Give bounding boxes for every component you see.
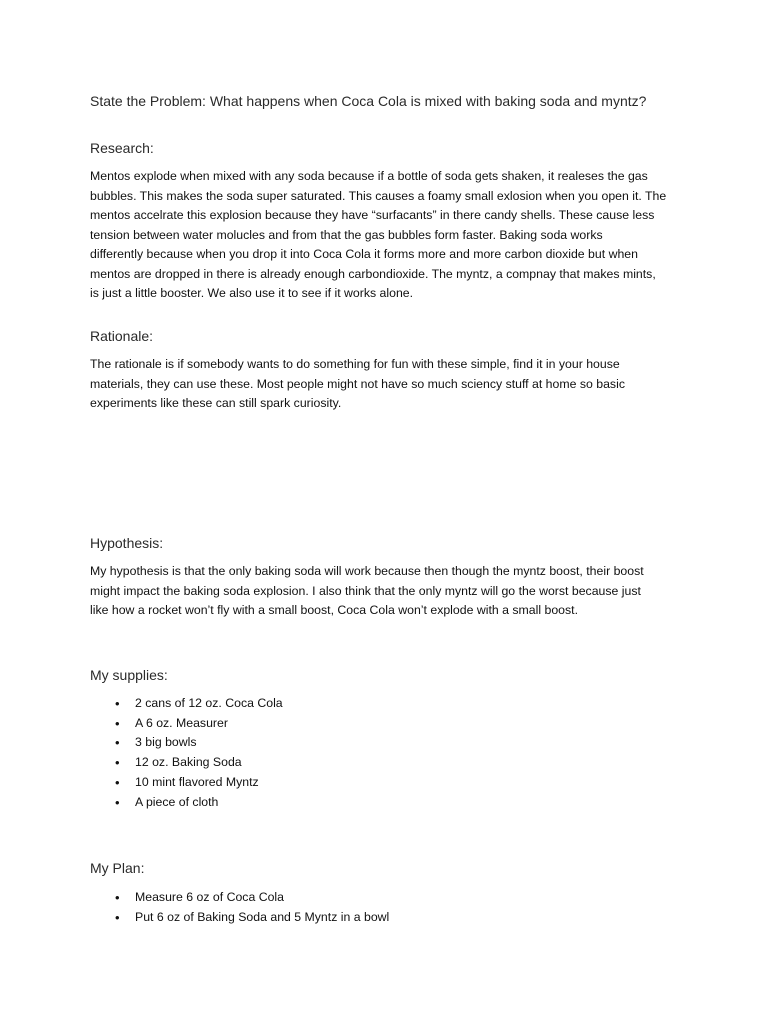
plan-step: • Put 6 oz of Baking Soda and 5 Myntz in a bowl: [90, 908, 389, 928]
research-heading: Research:: [90, 140, 154, 156]
research-line: tension between water molucles and from that the gas bubbles form faster. Baking soda works: [90, 227, 603, 242]
research-line: differently because when you drop it into Coca Cola it forms more and more carbon dioxide but when: [90, 247, 638, 261]
research-line: bubbles. This makes the soda super saturated. This causes a foamy small exlosion when you open it. The: [90, 188, 667, 203]
plan-heading: My Plan:: [90, 860, 145, 876]
research-line: mentos are dropped in there is already enough carbondioxide. The myntz, a compnay that makes mints,: [90, 266, 656, 281]
research-paragraph: [90, 167, 690, 304]
plan-list: [90, 888, 389, 927]
hypothesis-paragraph: [90, 562, 690, 621]
supply-item: • 2 cans of 12 oz. Coca Cola: [90, 694, 283, 714]
hypothesis-heading: Hypothesis:: [90, 535, 164, 551]
problem-statement: State the Problem: What happens when Coca Cola is mixed with baking soda and myntz?: [90, 93, 647, 109]
hypothesis-line: My hypothesis is that the only baking soda will work because then though the myntz boost, their boost: [90, 564, 644, 578]
supply-item: • 10 mint flavored Myntz: [90, 773, 283, 793]
research-line: mentos accelrate this explosion because they have “surfacants” in there candy shells. These cause less: [90, 208, 655, 222]
rationale-heading: Rationale:: [90, 328, 154, 344]
supply-item: • 3 big bowls: [90, 733, 283, 753]
plan-step: • Measure 6 oz of Coca Cola: [90, 888, 389, 908]
rationale-line: materials, they can use these. Most people might not have so much sciency stuff at home so basic: [90, 376, 625, 391]
supplies-heading: My supplies:: [90, 667, 168, 683]
hypothesis-line: might impact the baking soda explosion. I also think that the only myntz will go the worst because just: [90, 583, 641, 598]
hypothesis-line: like how a rocket won’t fly with a small boost, Coca Cola won’t explode with a small boost.: [90, 603, 578, 617]
rationale-line: experiments like these can still spark curiosity.: [90, 396, 342, 410]
supply-item: • A piece of cloth: [90, 793, 283, 813]
research-line: is just a little booster. We also use it to see if it works alone.: [90, 286, 414, 300]
supplies-list: [90, 694, 283, 812]
supply-item: • 12 oz. Baking Soda: [90, 753, 283, 773]
rationale-paragraph: [90, 355, 690, 414]
supply-item: • A 6 oz. Measurer: [90, 714, 283, 734]
research-line: Mentos explode when mixed with any soda because if a bottle of soda gets shaken, it realeses the gas: [90, 169, 648, 183]
rationale-line: The rationale is if somebody wants to do something for fun with these simple, find it in your house: [90, 357, 620, 371]
